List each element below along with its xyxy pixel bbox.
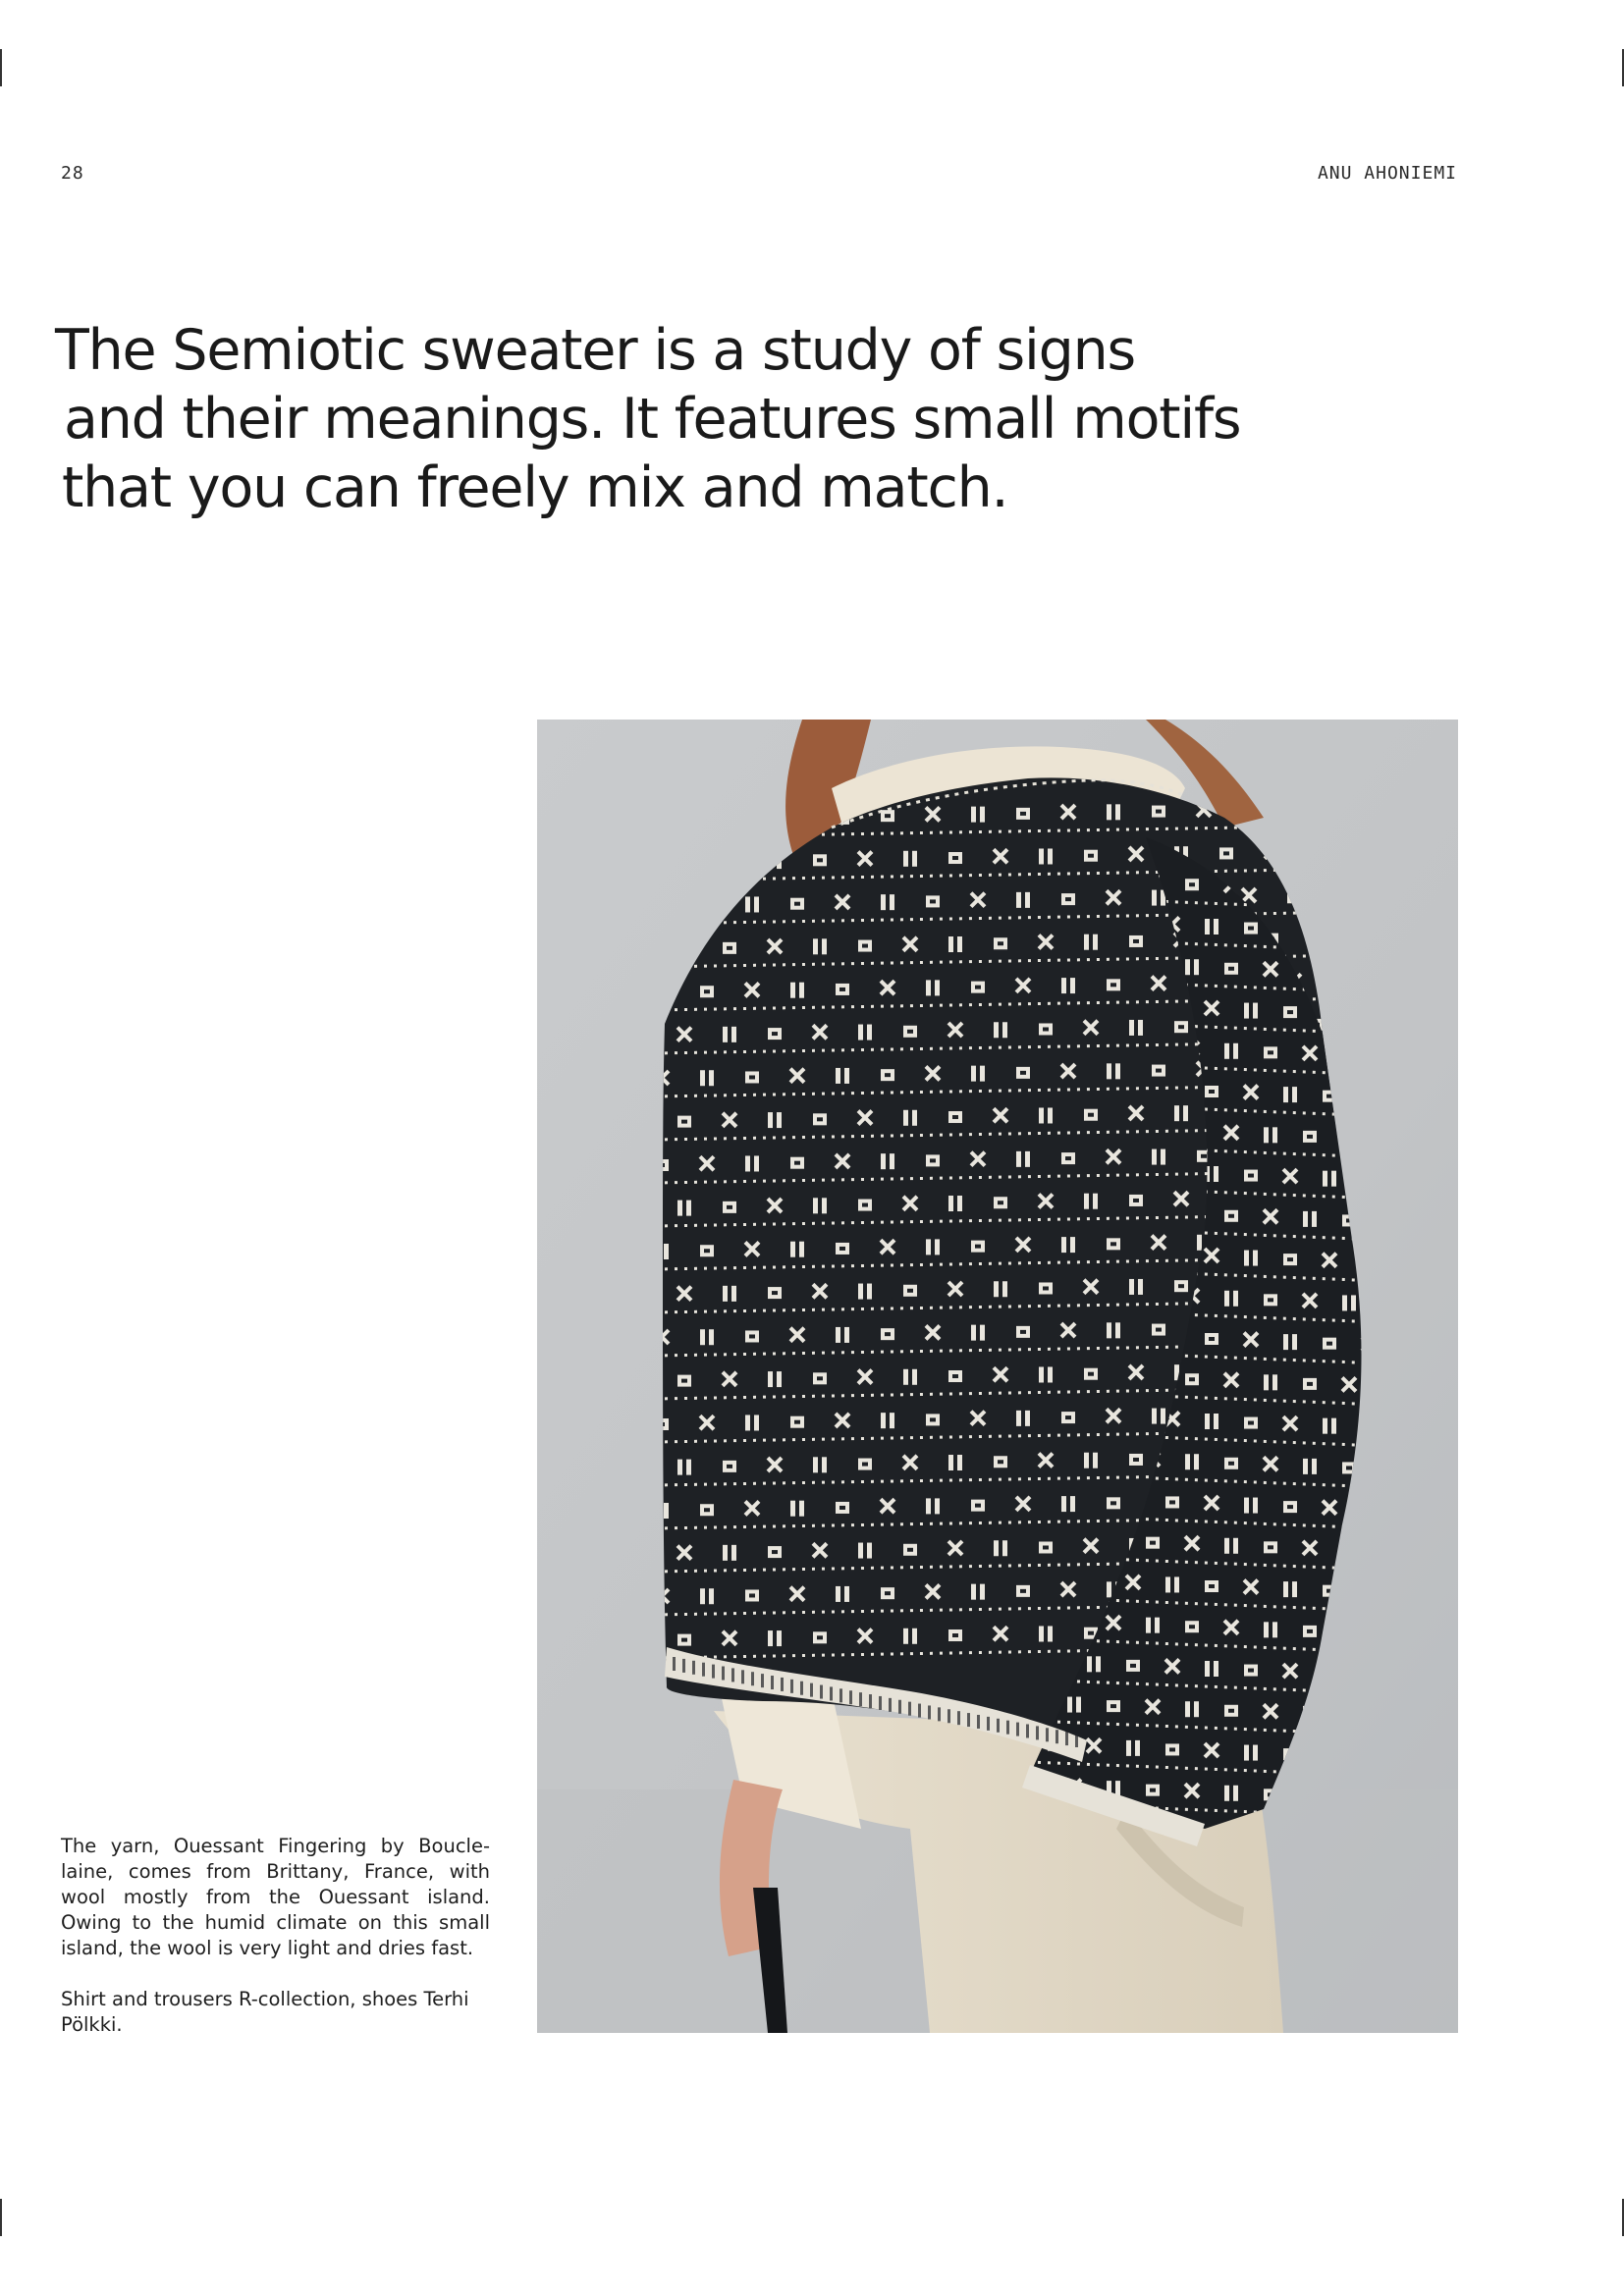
- crop-mark-bottom-left: [0, 2199, 2, 2236]
- headline: [55, 316, 1371, 522]
- headline-line-1: The Semiotic sweater is a study of signs: [55, 318, 1136, 383]
- headline-line-2: and their meanings. It features small motifs: [64, 387, 1241, 452]
- photo-caption: [61, 1834, 490, 2038]
- caption-yarn-paragraph: The yarn, Ouessant Fingering by Boucle-laine, comes from Brittany, France, with wool mostly from the Ouessant island. Owing to the humid climate on this small island, the wool is very light and dries fast.: [61, 1835, 490, 1959]
- crop-mark-top-left: [0, 49, 2, 86]
- sweater-illustration: [537, 720, 1458, 2033]
- sweater-photo: [537, 720, 1458, 2033]
- author-running-head: ANU AHONIEMI: [1317, 163, 1457, 184]
- page-number: 28: [61, 163, 84, 184]
- caption-credits-paragraph: Shirt and trousers R-collection, shoes Terhi Pölkki.: [61, 1988, 469, 2036]
- headline-line-3: that you can freely mix and match.: [62, 455, 1008, 520]
